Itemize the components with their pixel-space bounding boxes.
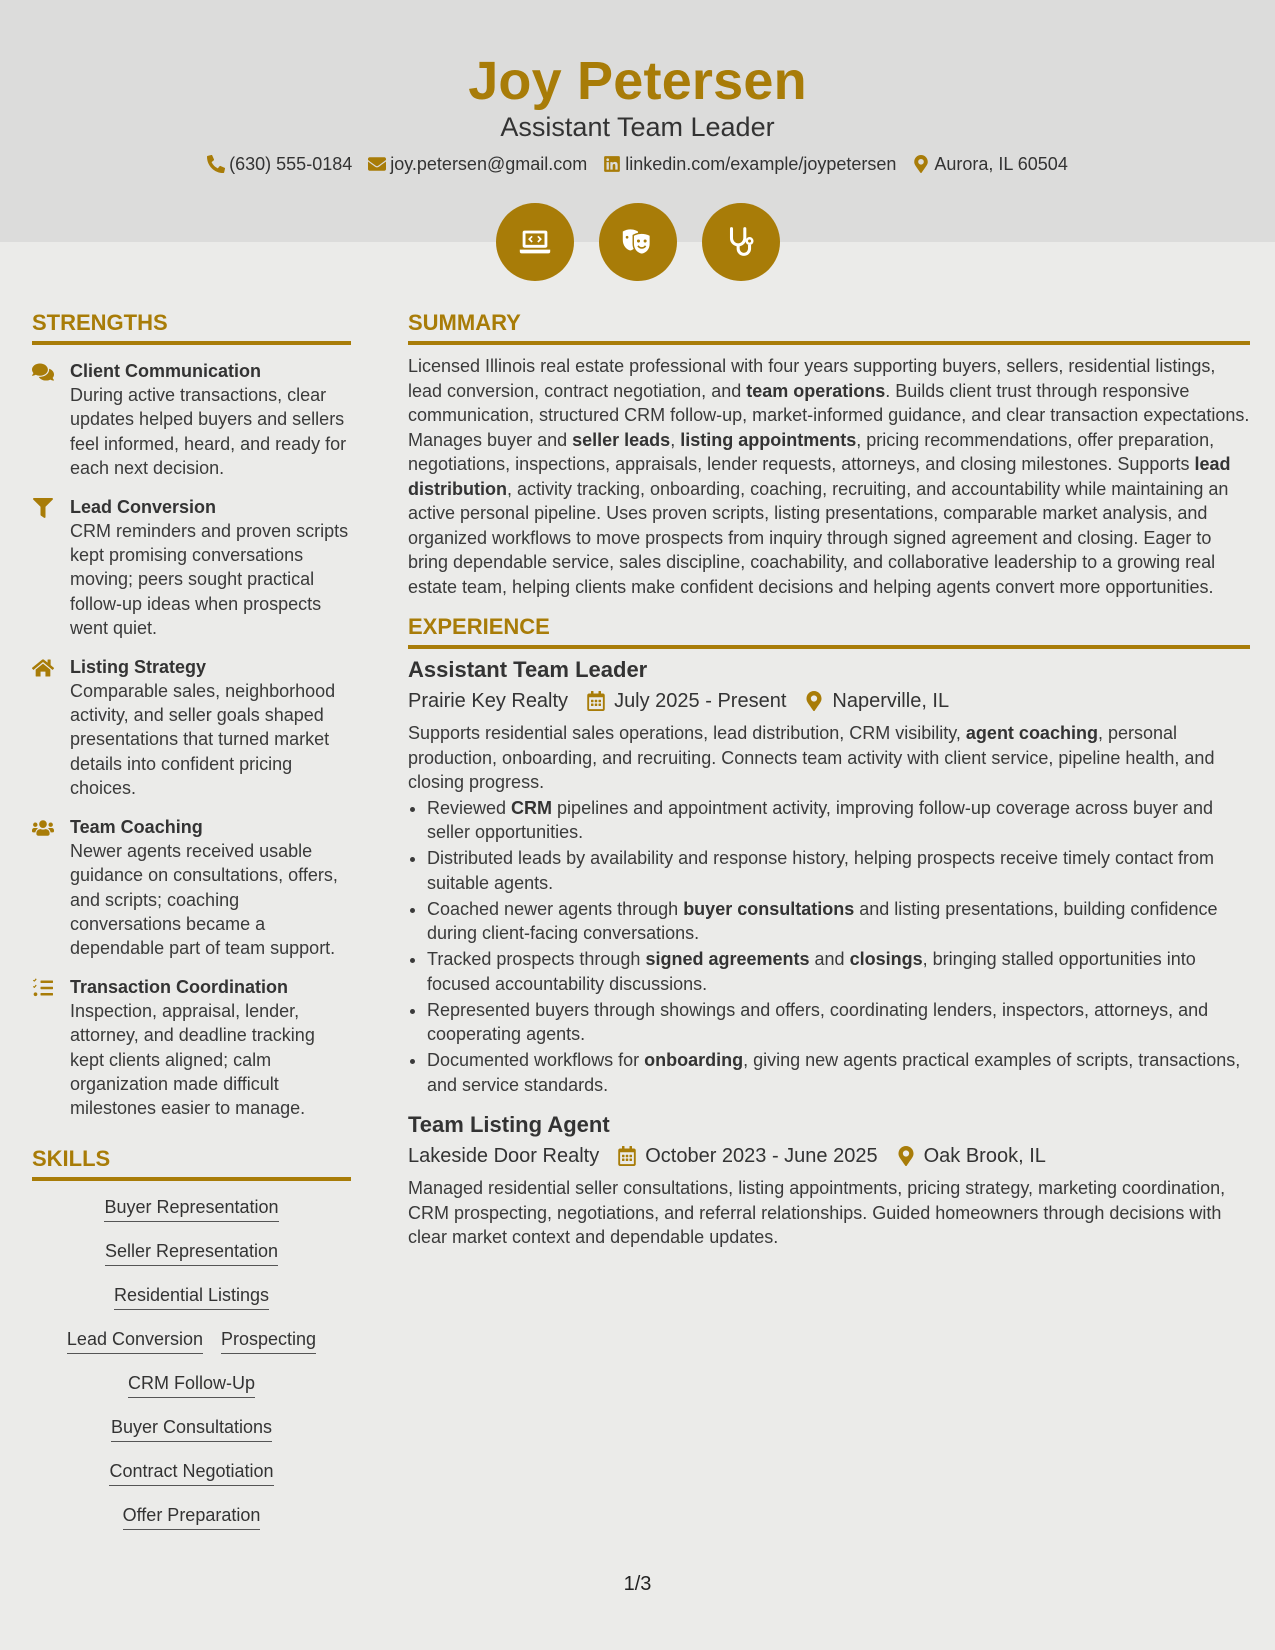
summary-heading: SUMMARY — [408, 309, 1250, 345]
strength-desc: Comparable sales, neighborhood activity, and seller goals shaped presentations that turned market details into confident pricing choices. — [70, 680, 336, 799]
tasks-icon — [32, 978, 54, 998]
job-title: Team Listing Agent — [408, 1112, 610, 1137]
job-meta — [408, 687, 1250, 715]
skill-tag: Seller Representation — [105, 1239, 278, 1266]
linkedin-icon — [603, 155, 621, 173]
contact-linkedin[interactable] — [603, 151, 896, 177]
skill-tag: Prospecting — [221, 1327, 316, 1354]
skill-tag: CRM Follow-Up — [128, 1371, 255, 1398]
skill-tag: Offer Preparation — [123, 1503, 261, 1530]
strength-item — [32, 495, 351, 641]
strength-item — [32, 359, 351, 481]
candidate-title: Assistant Team Leader — [500, 112, 775, 142]
job-dates: October 2023 - June 2025 — [645, 1145, 878, 1167]
skill-tag: Contract Negotiation — [109, 1459, 273, 1486]
strength-title: Lead Conversion — [70, 496, 217, 517]
experience-heading: EXPERIENCE — [408, 613, 1250, 649]
skill-tag: Buyer Consultations — [111, 1415, 272, 1442]
job-entry — [408, 1111, 1250, 1250]
contact-email[interactable] — [368, 151, 587, 177]
strengths-heading: STRENGTHS — [32, 309, 351, 345]
strength-item — [32, 655, 351, 801]
contact-phone[interactable] — [207, 151, 352, 177]
strength-title: Transaction Coordination — [70, 976, 289, 997]
strength-desc: CRM reminders and proven scripts kept promising conversations moving; peers sought practical follow-up ideas when prospects went quiet. — [70, 520, 349, 639]
job-entry — [408, 656, 1250, 1097]
right-column — [408, 309, 1250, 1250]
interest-circle — [496, 203, 574, 281]
strength-desc: Newer agents received usable guidance on consultations, offers, and scripts; coaching conversations became a dependable part of team support. — [70, 840, 338, 959]
summary-text: Licensed Illinois real estate professional with four years supporting buyers, sellers, residential listings, lead conversion, contract negotiation, and team operations. Builds client trust through responsive communication, structured CRM follow-up, market-informed guidance, and clear transaction expectations. Manages buyer and seller leads, listing appointments, pricing recommendations, offer preparation, negotiations, inspections, appraisals, lender requests, attorneys, and closing milestones. Supports lead distribution, activity tracking, onboarding, coaching, recruiting, and accountability while maintaining an active personal pipeline. Uses proven scripts, listing presentations, comparable market analysis, and organized workflows to move prospects from inquiry through signed agreement and closing. Eager to bring dependable service, sales discipline, coachability, and collaborative leadership to a growing real estate team, helping clients make confident decisions and helping agents convert more opportunities. — [408, 356, 1250, 597]
calendar-icon — [586, 691, 606, 711]
bullet-item: • Reviewed CRM pipelines and appointment activity, improving follow-up coverage across buyer and seller opportunities. — [427, 796, 1250, 845]
interest-circle — [599, 203, 677, 281]
home-icon — [32, 658, 54, 678]
skills-heading: SKILLS — [32, 1145, 351, 1181]
contact-location — [912, 151, 1067, 177]
interest-circle — [702, 203, 780, 281]
skill-tag: Lead Conversion — [67, 1327, 203, 1354]
strength-item — [32, 815, 351, 961]
users-icon — [32, 818, 54, 838]
job-description: Supports residential sales operations, lead distribution, CRM visibility, agent coaching, personal production, onboarding, and recruiting. Connects team activity with client service, pipeline health, and closing progress. — [408, 723, 1215, 792]
contact-bar — [0, 151, 1275, 177]
left-column — [32, 309, 351, 1547]
job-company: Prairie Key Realty — [408, 690, 569, 712]
job-dates: July 2025 - Present — [614, 690, 787, 712]
interest-icons — [0, 203, 1275, 281]
job-meta — [408, 1142, 1250, 1170]
bullet-item: • Represented buyers through showings and offers, coordinating lenders, inspectors, attorneys, and cooperating agents. — [427, 998, 1250, 1047]
comments-icon — [32, 362, 54, 382]
job-description: Managed residential seller consultations, listing appointments, pricing strategy, marketing coordination, CRM prospecting, negotiations, and referral relationships. Guided homeowners through decisions with clear market context and dependable updates. — [408, 1178, 1226, 1247]
job-bullets — [427, 796, 1250, 1098]
location-text: Aurora, IL 60504 — [934, 154, 1068, 174]
strength-title: Listing Strategy — [70, 656, 207, 677]
bullet-item: • Documented workflows for onboarding, giving new agents practical examples of scripts, transactions, and service standards. — [427, 1048, 1250, 1097]
job-company: Lakeside Door Realty — [408, 1145, 600, 1167]
stethoscope-icon — [722, 223, 760, 261]
bullet-item: • Tracked prospects through signed agreements and closings, bringing stalled opportunities into focused accountability discussions. — [427, 947, 1250, 996]
job-title: Assistant Team Leader — [408, 657, 648, 682]
filter-icon — [32, 498, 54, 518]
strength-title: Team Coaching — [70, 816, 203, 837]
job-location: Naperville, IL — [832, 690, 950, 712]
theater-masks-icon — [619, 223, 657, 261]
strength-title: Client Communication — [70, 361, 262, 381]
email-text: joy.petersen@gmail.com — [390, 154, 588, 174]
laptop-code-icon — [516, 223, 554, 261]
page-number: 1/3 — [623, 1573, 652, 1595]
calendar-icon — [617, 1146, 637, 1166]
envelope-icon — [368, 155, 386, 173]
bullet-item: • Distributed leads by availability and response history, helping prospects receive timely contact from suitable agents. — [427, 846, 1250, 895]
skill-tag: Residential Listings — [114, 1283, 269, 1310]
linkedin-text: linkedin.com/example/joypetersen — [625, 154, 897, 174]
bullet-item: • Coached newer agents through buyer consultations and listing presentations, building confidence during client-facing conversations. — [427, 897, 1250, 946]
map-marker-icon — [912, 155, 930, 173]
map-marker-icon — [896, 1146, 916, 1166]
strength-item — [32, 975, 351, 1121]
map-marker-icon — [804, 691, 824, 711]
strength-desc: Inspection, appraisal, lender, attorney, and deadline tracking kept clients aligned; calm organization made difficult milestones easier to manage. — [70, 1000, 315, 1119]
candidate-name: Joy Petersen — [468, 51, 807, 111]
phone-icon — [207, 155, 225, 173]
strength-desc: During active transactions, clear updates helped buyers and sellers feel informed, heard, and ready for each next decision. — [70, 385, 347, 479]
phone-text: (630) 555-0184 — [229, 154, 353, 174]
skill-tag: Buyer Representation — [104, 1195, 278, 1222]
job-location: Oak Brook, IL — [923, 1145, 1046, 1167]
skills-list — [32, 1181, 351, 1547]
